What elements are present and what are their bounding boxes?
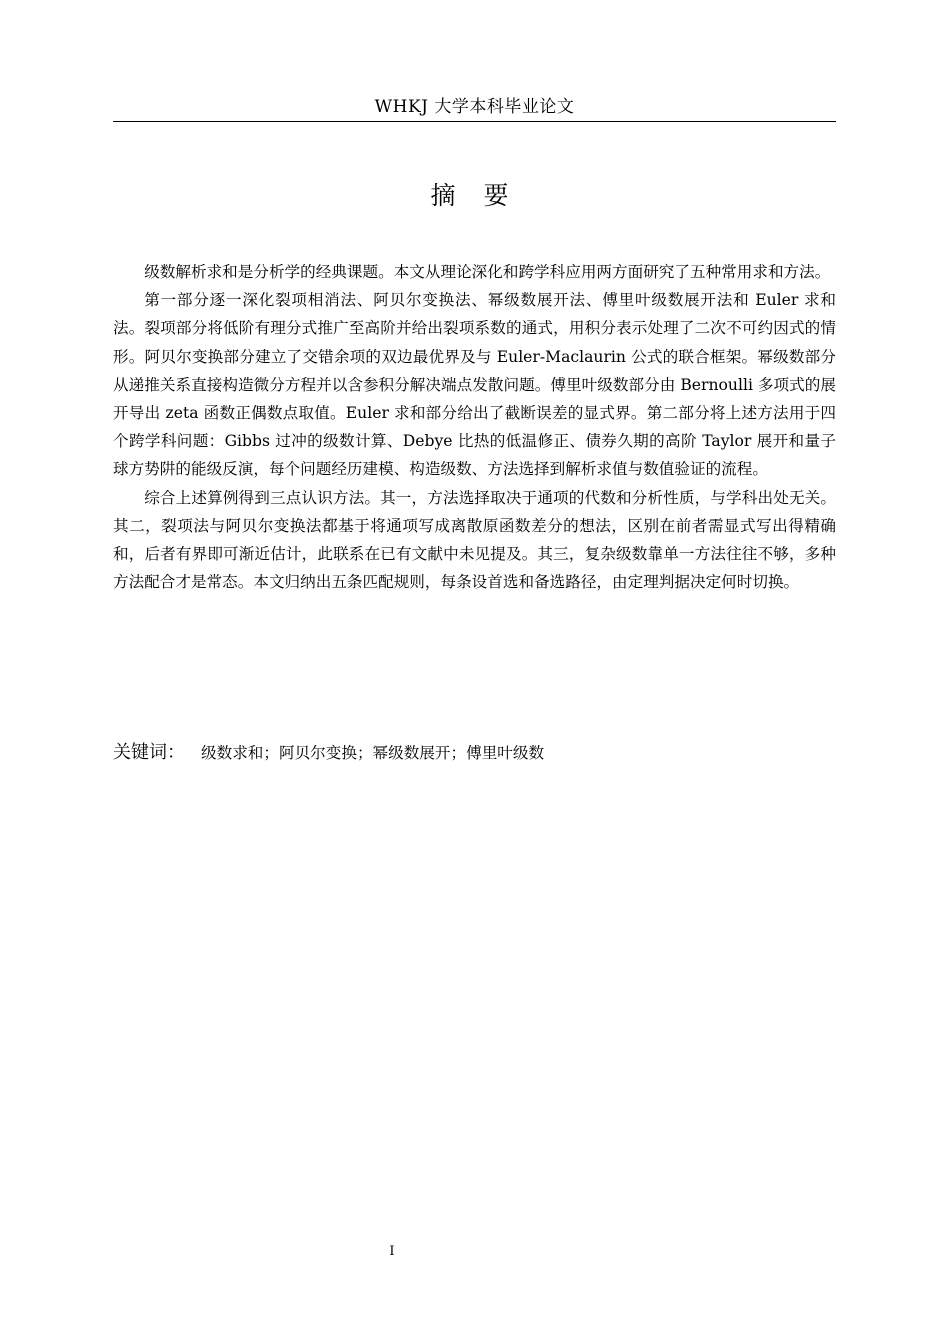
abstract-paragraph-3: 综合上述算例得到三点认识方法。其一，方法选择取决于通项的代数和分析性质，与学科出处无关。其二，裂项法与阿贝尔变换法都基于将通项写成离散原函数差分的想法，区别在前者需显式写出得精确和，后者有界即可渐近估计，此联系在已有文献中未见提及。其三，复杂级数靠单一方法往往不够，多种方法配合才是常态。本文归纳出五条匹配规则，每条设首选和备选路径，由定理判据决定何时切换。 xyxy=(113,488,836,592)
header-divider xyxy=(113,121,836,122)
abstract-body xyxy=(113,258,836,596)
running-header: WHKJ 大学本科毕业论文 xyxy=(374,97,575,117)
abstract-title: 摘 要 xyxy=(430,181,519,210)
keywords-value: 级数求和；阿贝尔变换；幂级数展开；傅里叶级数 xyxy=(201,744,545,762)
abstract-paragraph-1: 级数解析求和是分析学的经典课题。本文从理论深化和跨学科应用两方面研究了五种常用求和方法。 xyxy=(144,263,831,281)
keywords-line xyxy=(113,738,836,768)
abstract-paragraph-2: 第一部分逐一深化裂项相消法、阿贝尔变换法、幂级数展开法、傅里叶级数展开法和 Euler 求和法。裂项部分将低阶有理分式推广至高阶并给出裂项系数的通式，用积分表示处理了二次不可约因式的情形。阿贝尔变换部分建立了交错余项的双边最优界及与 Euler-Maclaurin 公式的联合框架。幂级数部分从递推关系直接构造微分方程并以含参积分解决端点发散问题。傅里叶级数部分由 Bernoulli 多项式的展开导出 zeta 函数正偶数点取值。Euler 求和部分给出了截断误差的显式界。第二部分将上述方法用于四个跨学科问题：Gibbs 过冲的级数计算、Debye 比热的低温修正、债券久期的高阶 Taylor 展开和量子球方势阱的能级反演，每个问题经历建模、构造级数、方法选择到解析求值与数值验证的流程。 xyxy=(113,291,836,479)
keywords-label: 关键词： xyxy=(113,742,185,763)
page-number: I xyxy=(389,1244,395,1259)
